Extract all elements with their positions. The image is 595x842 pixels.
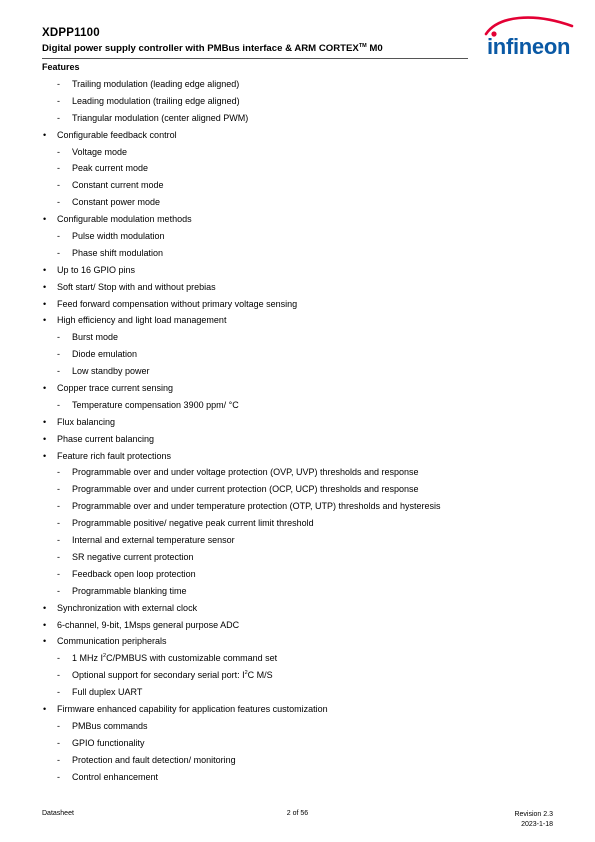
feature-text: Programmable blanking time: [72, 585, 187, 596]
feature-subitem: [42, 566, 562, 583]
feature-subitem: [42, 650, 562, 667]
infineon-logo: [478, 14, 578, 60]
feature-text: Diode emulation: [72, 349, 138, 360]
feature-item: [42, 262, 562, 279]
feature-text: Programmable over and under voltage protection (OVP, UVP) thresholds and response: [72, 467, 419, 478]
feature-item: [42, 617, 562, 634]
footer-doc-type: Datasheet: [42, 810, 74, 817]
feature-text: Optional support for secondary serial port: I: [72, 670, 245, 681]
feature-subitem: [42, 397, 562, 414]
feature-item: [42, 279, 562, 296]
feature-text: Programmable positive/ negative peak current limit threshold: [72, 518, 314, 529]
feature-subitem: [42, 769, 562, 786]
logo-wordmark: infineon: [487, 34, 571, 59]
feature-item: [42, 127, 562, 144]
feature-text: SR negative current protection: [72, 551, 194, 562]
feature-item: [42, 414, 562, 431]
feature-superscript: 2: [244, 670, 248, 677]
feature-subitem: [42, 346, 562, 363]
feature-text: Voltage mode: [72, 146, 128, 157]
feature-text: PMBus commands: [72, 720, 148, 731]
feature-subitem: [42, 515, 562, 532]
feature-text: Pulse width modulation: [72, 231, 165, 242]
feature-text: Copper trace current sensing: [57, 383, 174, 394]
feature-text: Configurable feedback control: [57, 129, 177, 140]
feature-text: Feed forward compensation without primary voltage sensing: [57, 298, 298, 309]
feature-text: Temperature compensation 3900 ppm/ °C: [72, 399, 239, 410]
feature-item: [42, 296, 562, 313]
features-heading: Features: [42, 62, 80, 72]
footer-revision-block: [514, 810, 553, 830]
feature-subitem: [42, 363, 562, 380]
feature-list: [42, 76, 562, 785]
feature-subitem: [42, 735, 562, 752]
feature-text: Leading modulation (trailing edge aligned): [72, 95, 240, 106]
feature-text: Soft start/ Stop with and without prebias: [57, 281, 216, 292]
feature-text: Control enhancement: [72, 771, 159, 782]
feature-text: Phase current balancing: [57, 433, 155, 444]
feature-subitem: [42, 76, 562, 93]
document-subtitle: [42, 43, 383, 54]
feature-text: 6-channel, 9-bit, 1Msps general purpose ADC: [57, 619, 240, 630]
header-divider: [42, 58, 468, 59]
feature-superscript: 2: [103, 653, 107, 660]
feature-text: Trailing modulation (leading edge aligned): [72, 79, 240, 89]
feature-text: Firmware enhanced capability for application features customization: [57, 703, 328, 714]
feature-subitem: [42, 329, 562, 346]
feature-text: Flux balancing: [57, 416, 116, 427]
feature-text: Protection and fault detection/ monitoring: [72, 754, 236, 765]
feature-subitem: [42, 718, 562, 735]
feature-subitem: [42, 160, 562, 177]
feature-item: [42, 380, 562, 397]
feature-text: GPIO functionality: [72, 737, 145, 748]
feature-subitem: [42, 532, 562, 549]
feature-text: Constant current mode: [72, 180, 164, 191]
feature-subitem: [42, 177, 562, 194]
feature-subitem: [42, 144, 562, 161]
feature-text-tail: C M/S: [247, 670, 273, 681]
footer-page-number: 2 of 56: [286, 810, 309, 817]
footer-date: 2023-1-18: [521, 821, 553, 828]
feature-text: 1 MHz I: [72, 653, 104, 664]
feature-text: Constant power mode: [72, 197, 161, 208]
subtitle-text: Digital power supply controller with PMBus interface & ARM CORTEX: [42, 43, 359, 55]
feature-text-tail: C/PMBUS with customizable command set: [106, 653, 278, 664]
feature-subitem: [42, 110, 562, 127]
feature-text: Internal and external temperature sensor: [72, 535, 235, 546]
feature-item: [42, 448, 562, 465]
feature-text: Triangular modulation (center aligned PWM): [72, 112, 249, 123]
feature-item: [42, 211, 562, 228]
feature-text: Feedback open loop protection: [72, 568, 196, 579]
feature-subitem: [42, 752, 562, 769]
document-title: XDPP1100: [42, 27, 100, 39]
feature-subitem: [42, 245, 562, 262]
feature-text: Up to 16 GPIO pins: [57, 264, 136, 275]
feature-text: Synchronization with external clock: [57, 602, 198, 613]
feature-item: [42, 600, 562, 617]
feature-text: Programmable over and under temperature protection (OTP, UTP) thresholds and hysteresis: [72, 501, 441, 512]
subtitle-tail: M0: [366, 43, 383, 55]
feature-subitem: [42, 498, 562, 515]
feature-subitem: [42, 464, 562, 481]
feature-subitem: [42, 684, 562, 701]
feature-text: Peak current mode: [72, 163, 149, 174]
feature-text: Programmable over and under current protection (OCP, UCP) thresholds and response: [72, 484, 419, 495]
feature-item: [42, 633, 562, 650]
feature-text: Phase shift modulation: [72, 247, 164, 258]
feature-subitem: [42, 194, 562, 211]
feature-text: Feature rich fault protections: [57, 450, 172, 461]
feature-subitem: [42, 583, 562, 600]
feature-subitem: [42, 481, 562, 498]
feature-subitem: [42, 549, 562, 566]
logo-swoosh: [486, 18, 572, 34]
feature-subitem: [42, 667, 562, 684]
feature-text: Full duplex UART: [72, 687, 143, 698]
feature-subitem: [42, 93, 562, 110]
feature-text: Burst mode: [72, 332, 119, 343]
feature-subitem: [42, 228, 562, 245]
feature-text: Low standby power: [72, 366, 150, 377]
feature-text: Configurable modulation methods: [57, 214, 192, 225]
feature-text: High efficiency and light load management: [57, 315, 227, 326]
feature-item: [42, 701, 562, 718]
feature-item: [42, 431, 562, 448]
feature-text: Communication peripherals: [57, 636, 167, 647]
trademark-superscript: TM: [358, 43, 367, 49]
feature-item: [42, 312, 562, 329]
footer-revision: Revision 2.3: [514, 811, 553, 818]
